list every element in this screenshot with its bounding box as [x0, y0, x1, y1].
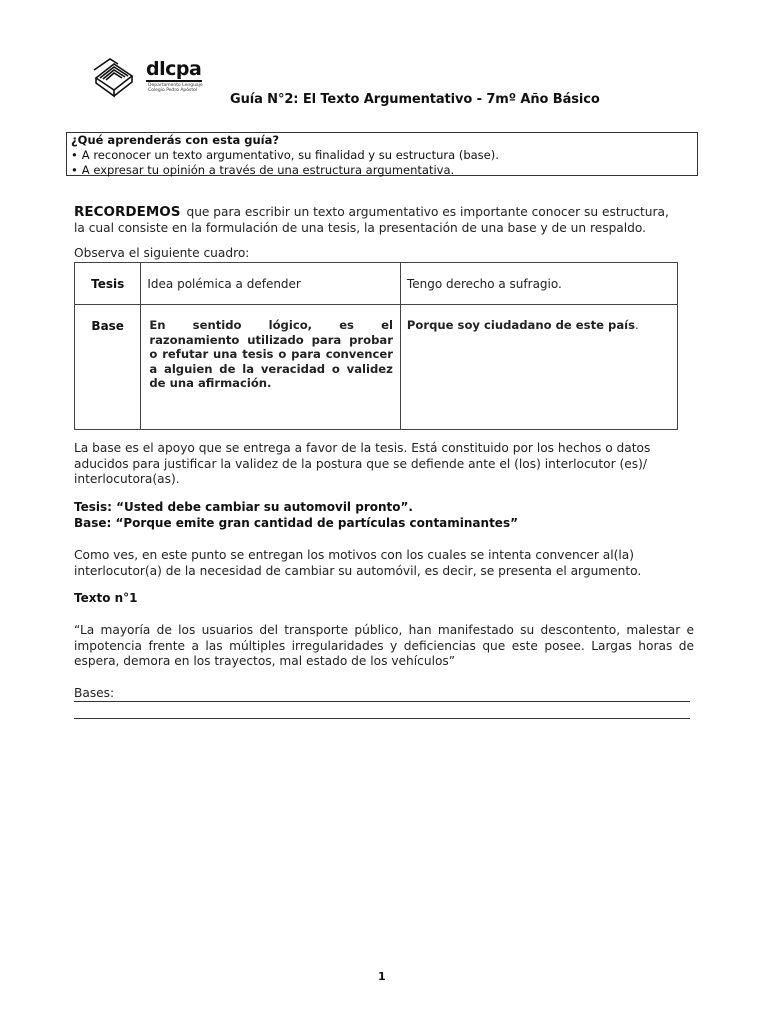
- table-example: Tengo derecho a sufragio.: [400, 263, 677, 305]
- objective-item: • A reconocer un texto argumentativo, su finalidad y su estructura (base).: [71, 148, 693, 163]
- base-explanation-line: aducidos para justificar la validez de la postura que se defiende ante el (los) interlocutor (es)/: [74, 456, 647, 471]
- recordemos-paragraph: [74, 205, 696, 236]
- logo-wordmark: dlcpa: [146, 58, 202, 80]
- objective-item: • A expresar tu opinión a través de una estructura argumentativa.: [71, 163, 693, 178]
- como-ves-paragraph: [74, 548, 696, 579]
- table-row: [75, 305, 678, 430]
- recordemos-line-2: la cual consiste en la formulación de una tesis, la presentación de una base y de un respaldo.: [74, 220, 647, 235]
- table-example: [400, 305, 677, 430]
- table-definition: En sentido lógico, es el razonamiento utilizado para probar o refutar una tesis o para convencer a alguien de la veracidad o validez de una afirmación.: [141, 305, 401, 430]
- answer-line[interactable]: [74, 718, 690, 719]
- base-explanation: [74, 441, 696, 488]
- table-row-label: Tesis: [75, 263, 141, 305]
- table-example-period: .: [635, 318, 639, 332]
- page-number: 1: [378, 970, 386, 983]
- table-example-text: Porque soy ciudadano de este país: [406, 318, 636, 332]
- table-row-label: Base: [75, 305, 141, 430]
- table-row: [75, 263, 678, 305]
- logo-divider: [146, 80, 202, 82]
- logo-school: Colegio Pedro Apóstol: [148, 88, 198, 93]
- recordemos-line-1: que para escribir un texto argumentativo es importante conocer su estructura,: [186, 205, 669, 219]
- structure-table: [74, 262, 678, 430]
- objectives-box: [66, 132, 698, 176]
- base-explanation-line: La base es el apoyo que se entrega a favor de la tesis. Está constituido por los hechos o datos: [74, 441, 651, 455]
- texto1-body: “La mayoría de los usuarios del transporte público, han manifestado su descontento, malestar e impotencia frente a las múltiples irregularidades y deficiencias que este posee. Largas horas de espera, demora en los trayectos, mal estado de los vehículos”: [74, 623, 694, 668]
- school-logo: [92, 56, 212, 98]
- logo-department: Departamento Lenguaje: [148, 83, 203, 88]
- answer-line[interactable]: [74, 701, 690, 702]
- base-explanation-line: interlocutora(as).: [74, 472, 180, 486]
- como-ves-line: interlocutor(a) de la necesidad de cambiar su automóvil, es decir, se presenta el argumento.: [74, 563, 642, 578]
- observa-text: Observa el siguiente cuadro:: [74, 246, 250, 260]
- como-ves-line: Como ves, en este punto se entregan los motivos con los cuales se intenta convencer al(la): [74, 548, 634, 562]
- objectives-question: ¿Qué aprenderás con esta guía?: [71, 133, 280, 147]
- example-base: Base: “Porque emite gran cantidad de partículas contaminantes”: [74, 516, 518, 530]
- books-icon: [92, 56, 138, 98]
- document-title: Guía N°2: El Texto Argumentativo - 7mº Año Básico: [230, 92, 600, 107]
- texto1-heading: Texto n°1: [74, 591, 138, 605]
- example-tesis: Tesis: “Usted debe cambiar su automovil pronto”.: [74, 500, 413, 514]
- recordemos-heading: RECORDEMOS: [74, 204, 181, 220]
- bases-label: Bases:: [74, 686, 115, 700]
- table-definition: Idea polémica a defender: [141, 263, 401, 305]
